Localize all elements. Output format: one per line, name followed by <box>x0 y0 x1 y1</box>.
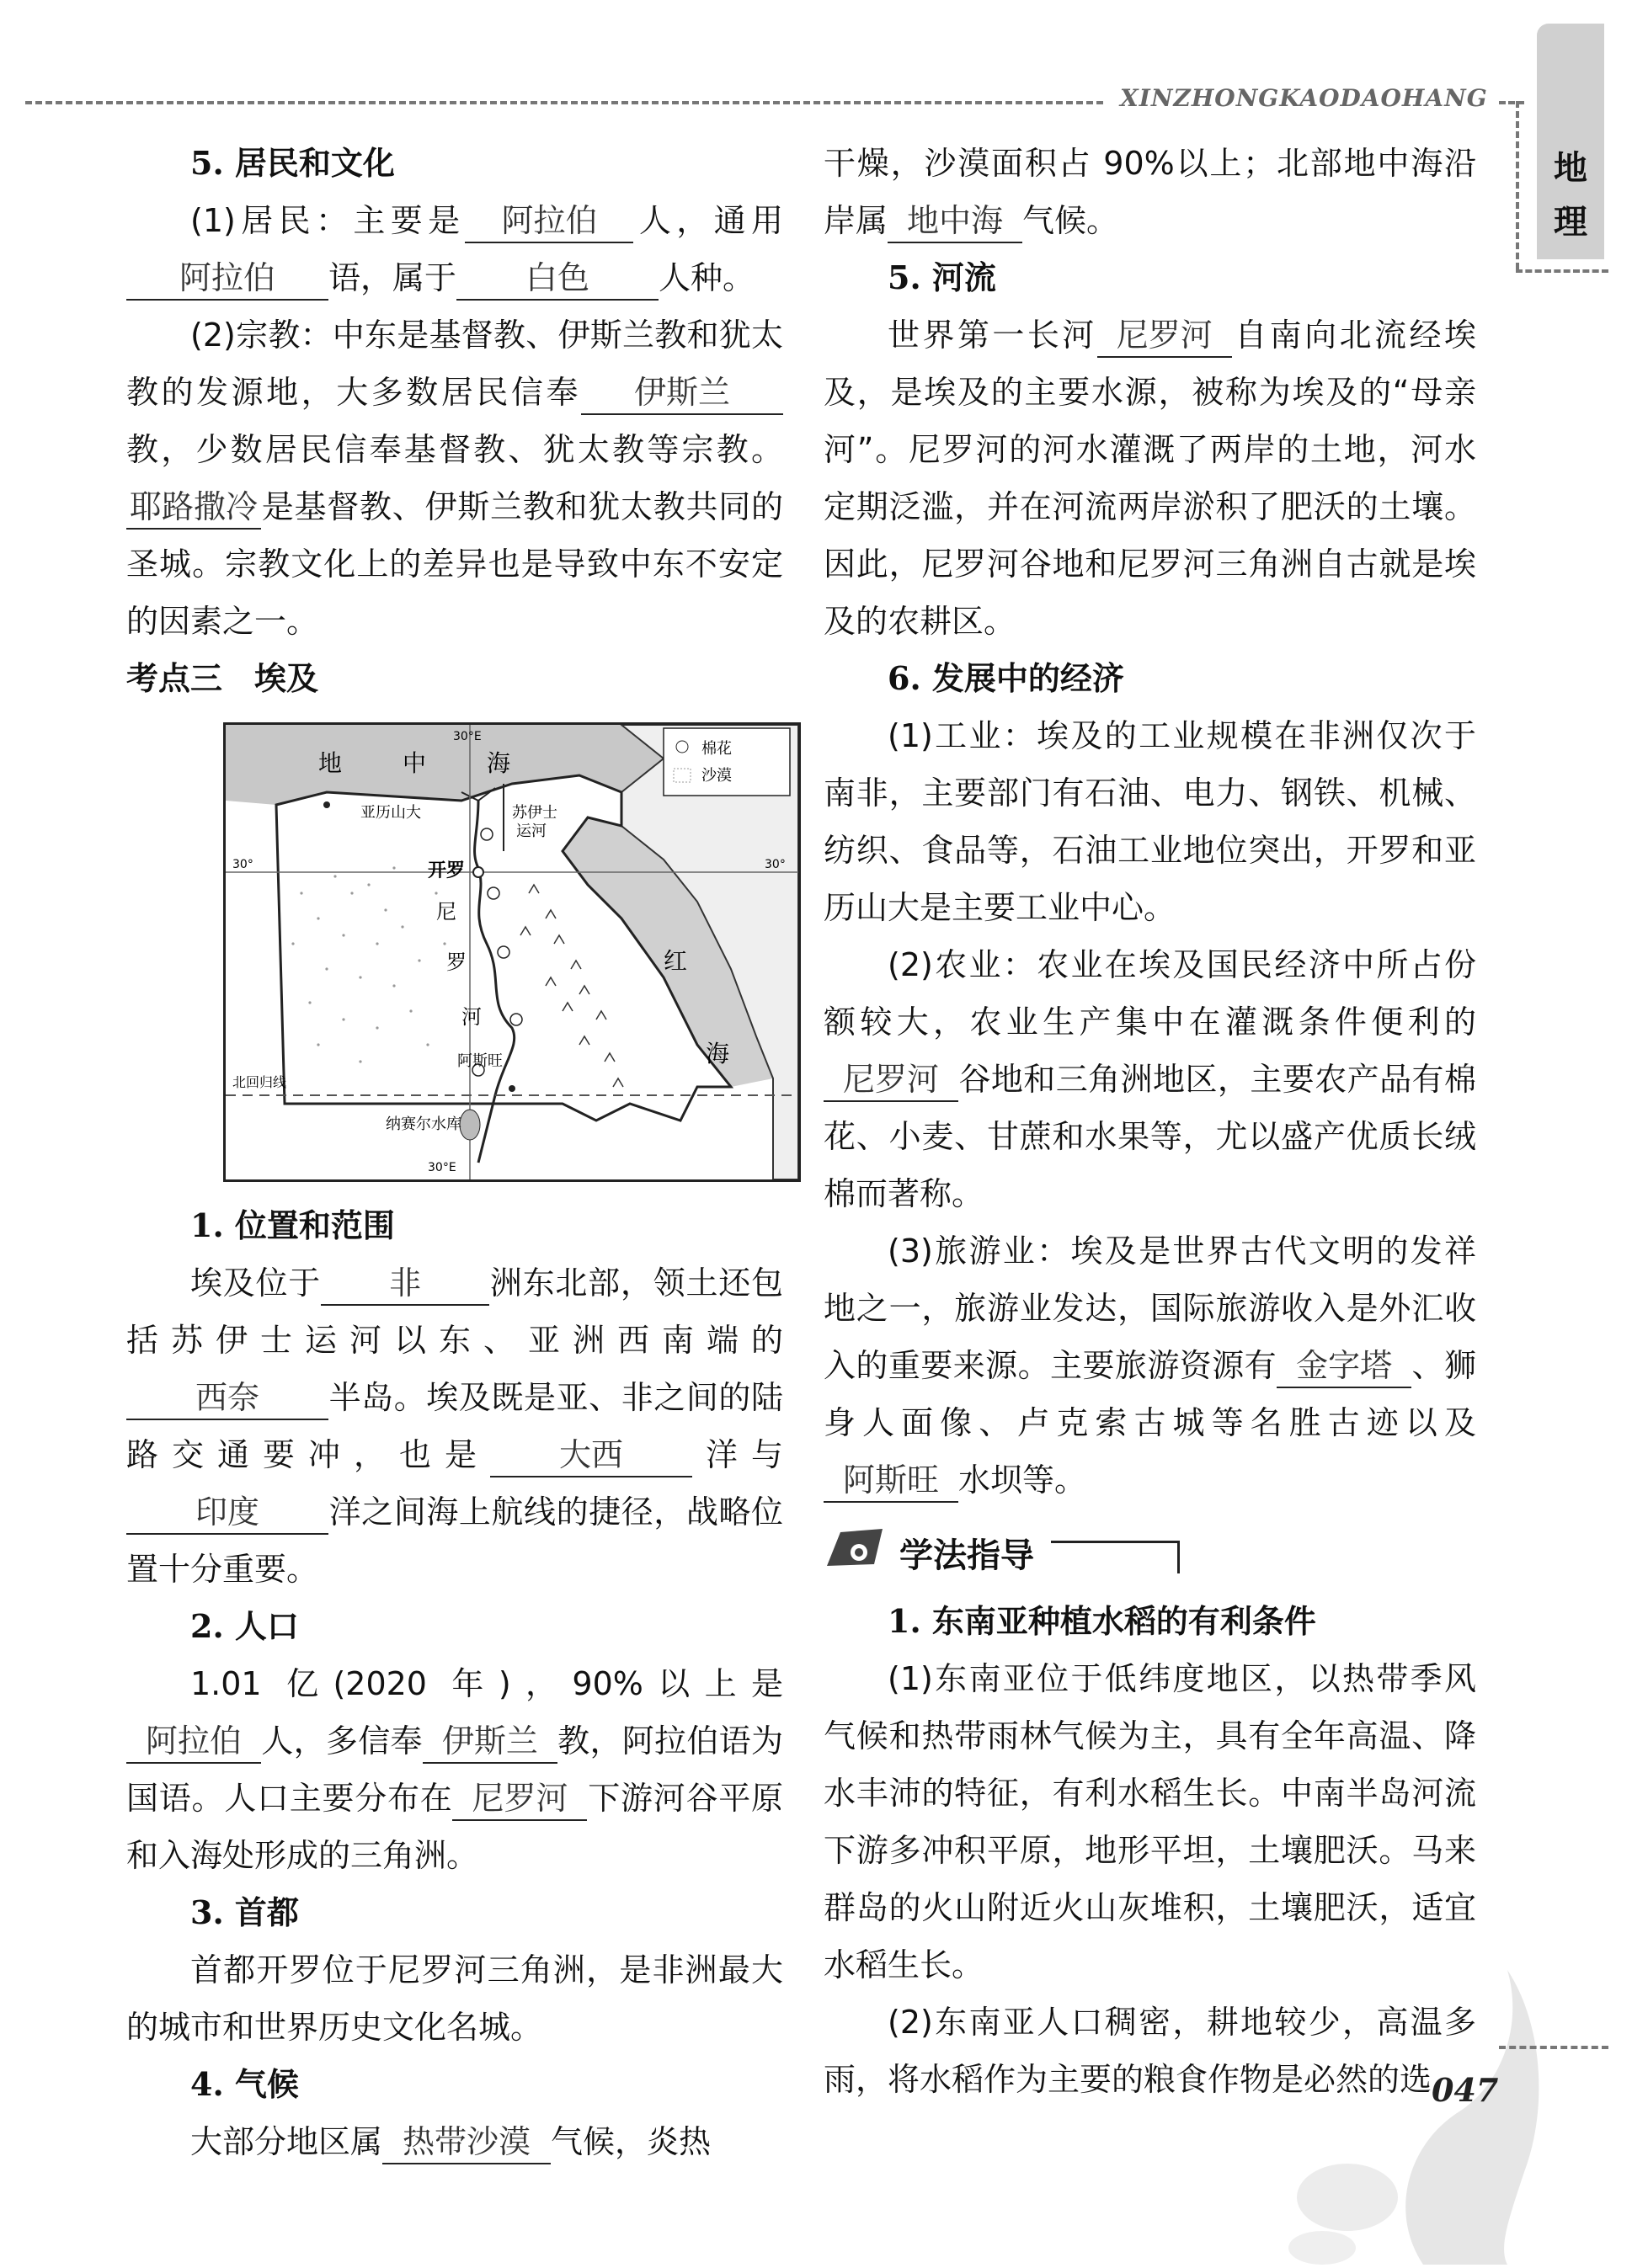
section-residents-title: 5. 居民和文化 <box>190 144 395 182</box>
label-red-2: 海 <box>706 1040 730 1067</box>
section-location-title: 1. 位置和范围 <box>190 1206 395 1244</box>
desert-dots <box>291 866 445 1062</box>
river-paragraph <box>824 306 1476 650</box>
legend-desert-icon <box>674 769 691 782</box>
label-aswan: 阿斯旺 <box>457 1052 503 1070</box>
alexandria-marker <box>323 801 330 808</box>
study-guide-banner <box>824 1520 1476 1579</box>
legend-cotton-label: 棉花 <box>701 740 732 758</box>
text: 人，通用 <box>633 202 783 239</box>
section-population-title: 2. 人口 <box>190 1607 299 1645</box>
fill-blank: 白色 <box>456 257 659 301</box>
decorative-splash <box>1221 1894 1558 2265</box>
label-lon-bottom: 30°E <box>428 1161 456 1174</box>
label-nile-2: 罗 <box>446 950 467 974</box>
subject-tab <box>1537 24 1604 259</box>
key-point-three-title: 考点三 埃及 <box>126 659 319 697</box>
map-legend-box <box>664 728 790 796</box>
mountain-symbols <box>520 885 623 1087</box>
aswan-marker <box>509 1085 515 1092</box>
mediterranean-sea-shape <box>226 725 664 805</box>
text: (3)旅游业：埃及是世界古代文明的发祥地之一，旅游业发达，国际旅游收入是外汇收入的重要来源。主要旅游资源有 <box>824 1232 1476 1384</box>
subject-tab-char-1: 地 <box>1554 149 1587 188</box>
climate-paragraph <box>126 2113 783 2170</box>
book-icon <box>824 1524 891 1573</box>
subject-tab-char-2: 理 <box>1554 203 1587 242</box>
section-climate-title: 4. 气候 <box>190 2065 299 2103</box>
label-nile-1: 尼 <box>436 900 456 924</box>
label-suez-2: 运河 <box>516 823 547 840</box>
fill-blank: 地中海 <box>888 200 1022 243</box>
study-rice-paragraph-2: (2)东南亚人口稠密，耕地较少，高温多雨，将水稻作为主要的粮食作物是必然的选 <box>824 2004 1476 2098</box>
fill-blank: 伊斯兰 <box>423 1720 557 1764</box>
study-rice-paragraph-1: (1)东南亚位于低纬度地区，以热带季风气候和热带雨林气候为主，具有全年高温、降水丰沛的特征，有利水稻生长。中南半岛河流下游多冲积平原，地形平坦，土壤肥沃。马来群岛的火山附近火山灰堆积，土壤肥沃，适宜水稻生长。 <box>824 1660 1476 1983</box>
fill-blank: 大西 <box>490 1434 692 1477</box>
fill-blank: 尼罗河 <box>452 1777 587 1821</box>
text: 语，属于 <box>328 259 457 296</box>
text: 下游河谷平原和入海处形成的三角洲。 <box>126 1780 783 1874</box>
residents-paragraph <box>126 192 783 306</box>
text: 教，阿拉伯语为国语。人口主要分布在 <box>126 1722 783 1817</box>
agriculture-paragraph <box>824 936 1476 1222</box>
text: 人，多信奉 <box>261 1722 423 1760</box>
egypt-map-graphic <box>226 725 798 1179</box>
nasser-reservoir-shape <box>460 1110 480 1140</box>
location-paragraph <box>126 1254 783 1598</box>
text: (2)农业：农业在埃及国民经济中所占份额较大，农业生产集中在灌溉条件便利的 <box>824 946 1476 1041</box>
fill-blank: 阿拉伯 <box>126 1720 261 1764</box>
text: 自南向北流经埃及，是埃及的主要水源，被称为埃及的“母亲河”。尼罗河的河水灌溉了两岸的土地，河水定期泛滥，并在河流两岸淤积了肥沃的土壤。因此，尼罗河谷地和尼罗河三角洲自古就是埃及的农耕区。 <box>824 317 1476 640</box>
text: 是基督教、伊斯兰教和犹太教共同的圣城。宗教文化上的差异也是导致中东不安定的因素之一。 <box>126 488 783 640</box>
label-lon-top: 30°E <box>453 730 482 743</box>
label-nasser: 纳赛尔水库 <box>386 1115 461 1133</box>
header-dash-line <box>25 101 1103 104</box>
label-nile-3: 河 <box>461 1005 482 1029</box>
label-alexandria: 亚历山大 <box>360 804 421 822</box>
page-header <box>25 84 1516 118</box>
fill-blank: 尼罗河 <box>824 1058 958 1102</box>
label-red-1: 红 <box>664 947 688 975</box>
text: 洋与 <box>691 1436 783 1473</box>
label-lat-left: 30° <box>232 858 253 871</box>
fill-blank: 热带沙漠 <box>382 2121 551 2164</box>
fill-blank: 非 <box>321 1262 489 1306</box>
page-number: 047 <box>1432 2071 1499 2109</box>
text: 1.01 亿(2020 年)，90%以上是 <box>190 1665 783 1702</box>
text: 水坝等。 <box>958 1461 1087 1499</box>
study-rice-title: 1. 东南亚种植水稻的有利条件 <box>888 1602 1316 1640</box>
fill-blank: 阿斯旺 <box>824 1459 958 1503</box>
legend-desert-label: 沙漠 <box>701 767 732 785</box>
study-guide-label: 学法指导 <box>899 1536 1034 1575</box>
header-dash-trail <box>1499 101 1524 104</box>
nile-river-line <box>475 801 515 1163</box>
text: 干燥，沙漠面积占 90%以上；北部地中海沿岸属 <box>824 145 1476 239</box>
label-suez-1: 苏伊士 <box>512 804 557 822</box>
text: 大部分地区属 <box>190 2123 383 2160</box>
label-tropic: 北回归线 <box>232 1074 287 1090</box>
text: 半岛。埃及既是亚、非之间的陆路交通要冲，也是 <box>126 1379 783 1473</box>
text: (2)宗教：中东是基督教、伊斯兰教和犹太教的发源地，大多数居民信奉 <box>126 317 783 411</box>
section-capital-title: 3. 首都 <box>190 1893 299 1931</box>
cairo-marker <box>473 867 483 877</box>
climate-continued <box>824 135 1476 249</box>
fill-blank: 耶路撒冷 <box>126 486 261 530</box>
text: 洲东北部，领土还包括苏伊士运河以东、亚洲西南端的 <box>126 1264 783 1359</box>
egypt-map <box>223 722 801 1182</box>
right-column <box>824 135 1476 2108</box>
header-brand: XINZHONGKAODAOHANG <box>1120 84 1488 112</box>
fill-blank: 阿拉伯 <box>465 200 633 243</box>
fill-blank: 阿拉伯 <box>126 257 328 301</box>
text: 谷地和三角洲地区，主要农产品有棉花、小麦、甘蔗和水果等，尤以盛产优质长绒棉而著称。 <box>824 1061 1476 1212</box>
fill-blank: 伊斯兰 <box>581 371 783 415</box>
subject-tab-label <box>1549 141 1592 249</box>
label-lat-right: 30° <box>765 858 786 871</box>
fill-blank: 金字塔 <box>1277 1344 1411 1388</box>
text: 气候，炎热 <box>551 2123 712 2160</box>
label-med-3: 海 <box>487 749 511 777</box>
section-river-title: 5. 河流 <box>888 258 996 296</box>
fill-blank: 西奈 <box>126 1376 328 1420</box>
population-paragraph <box>126 1655 783 1884</box>
fill-blank: 尼罗河 <box>1097 314 1232 358</box>
side-dash-line-horizontal <box>1516 269 1608 273</box>
industry-paragraph: (1)工业：埃及的工业规模在非洲仅次于南非，主要部门有石油、电力、钢铁、机械、纺织、食品等，石油工业地位突出，开罗和亚历山大是主要工业中心。 <box>824 717 1476 926</box>
label-cairo: 开罗 <box>428 860 466 881</box>
text: 埃及位于 <box>190 1264 322 1302</box>
tourism-paragraph <box>824 1222 1476 1509</box>
capital-paragraph: 首都开罗位于尼罗河三角洲，是非洲最大的城市和世界历史文化名城。 <box>126 1951 783 2046</box>
text: 人种。 <box>659 259 755 296</box>
text: (1)居民：主要是 <box>190 202 466 239</box>
section-economy-title: 6. 发展中的经济 <box>888 659 1124 697</box>
text: 教，少数居民信奉基督教、犹太教等宗教。 <box>126 431 783 468</box>
label-med-2: 中 <box>403 749 427 777</box>
footer-dash-line <box>1499 2046 1608 2049</box>
label-med-1: 地 <box>318 749 343 777</box>
religion-paragraph <box>126 306 783 650</box>
text: 、狮身人面像、卢克索古城等名胜古迹以及 <box>824 1347 1476 1441</box>
text: 气候。 <box>1022 202 1119 239</box>
text: 世界第一长河 <box>888 317 1097 354</box>
side-dash-line <box>1516 101 1519 269</box>
study-guide-bracket <box>1051 1541 1180 1573</box>
fill-blank: 印度 <box>126 1491 328 1535</box>
left-column <box>126 135 786 2170</box>
text: 洋之间海上航线的捷径，战略位置十分重要。 <box>126 1493 783 1588</box>
